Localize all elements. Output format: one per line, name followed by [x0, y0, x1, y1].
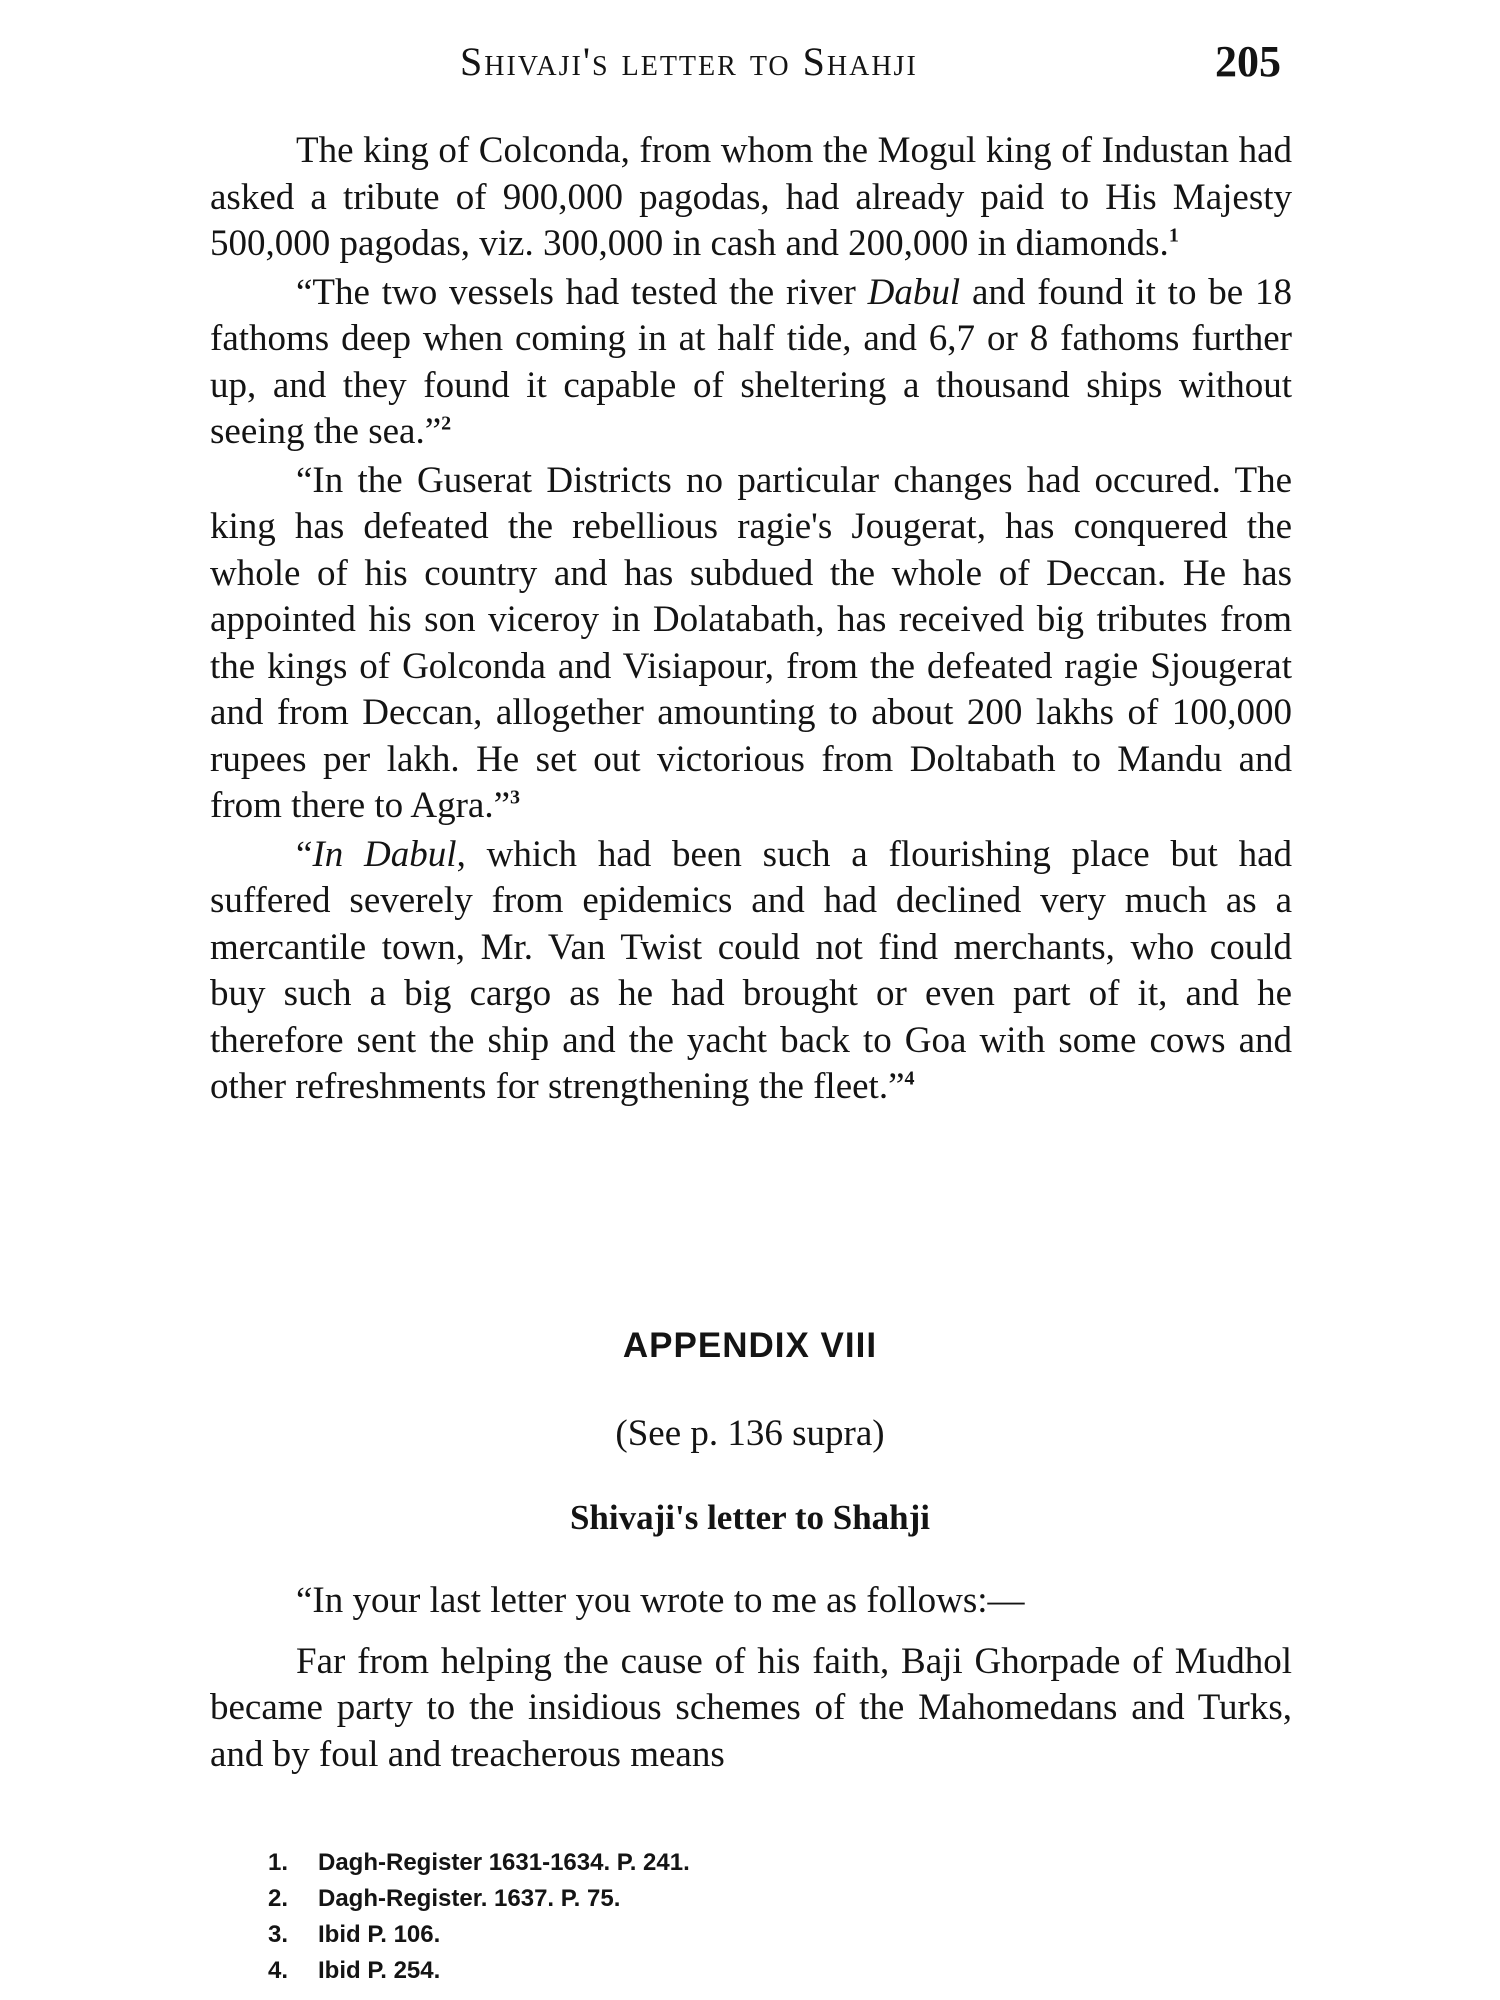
footnote-text: Dagh-Register. 1637. P. 75.	[318, 1885, 621, 1912]
footnote-marker: 4	[904, 1067, 915, 1090]
letter-body: Far from helping the cause of his faith, Baji Ghorpade of Mudhol became party to the insidious schemes of the Mahomedans and Turks, and by foul and treacherous means	[210, 1640, 1292, 1775]
footnote-marker: 3	[510, 786, 520, 809]
footnote-text: Ibid P. 106.	[318, 1921, 441, 1948]
footnote-item	[268, 1881, 690, 1917]
main-text-block	[210, 128, 1292, 1111]
footnote-item	[268, 1845, 690, 1881]
paragraph-golconda-tribute	[210, 128, 1292, 268]
footnote-text: Dagh-Register 1631-1634. P. 241.	[318, 1849, 690, 1876]
footnote-text: Ibid P. 254.	[318, 1957, 441, 1984]
paragraph-dabul-river	[210, 270, 1292, 456]
paragraph-guserat-districts	[210, 458, 1292, 830]
appendix-reference: (See p. 136 supra)	[615, 1413, 885, 1454]
footnote-number: 1.	[268, 1849, 289, 1876]
letter-opening: “In your last letter you wrote to me as follows:—	[296, 1580, 1025, 1621]
section-heading: Shivaji's letter to Shahji	[569, 1498, 931, 1537]
paragraph-text: The king of Colconda, from whom the Mogul king of Industan had asked a tribute of 900,000 pagodas, had already paid to His Majesty 500,000 pagodas, viz. 300,000 in cash and 200,000 in diamonds.	[210, 130, 1292, 264]
paragraph-text: , which had been such a flourishing place but had suffered severely from epidemics and had declined very much as a mercantile town, Mr. Van Twist could not find merchants, who could buy such a big cargo as he had brought or even part of it, and he therefore sent the ship and the yacht back to Goa with some cows and other refreshments for strengthening the fleet.”	[210, 833, 1292, 1107]
paragraph-open-quote: “	[296, 833, 313, 875]
footnote-number: 3.	[268, 1921, 289, 1948]
footnote-item	[268, 1917, 690, 1953]
paragraph-dabul-trade	[210, 832, 1292, 1111]
paragraph-text: and found it to be 18 fathoms deep when coming in at half tide, and 6,7 or 8 fathoms further up, and they found it capable of sheltering a thousand ships without seeing the sea.”	[210, 271, 1292, 452]
footnote-number: 4.	[268, 1957, 289, 1984]
footnotes-list	[268, 1845, 690, 1989]
paragraph-text: “The two vessels had tested the river	[296, 271, 868, 313]
italic-place-name: In Dabul	[312, 833, 457, 875]
footnote-marker: 2	[441, 412, 452, 435]
footnote-number: 2.	[268, 1885, 289, 1912]
footnote-marker: 1	[1168, 224, 1179, 247]
page-number: 205	[1215, 37, 1281, 86]
letter-text-block	[210, 1578, 1292, 1778]
appendix-heading: APPENDIX VIII	[622, 1326, 878, 1365]
italic-place-name: Dabul	[867, 271, 961, 313]
paragraph-text: “In the Guserat Districts no particular changes had occured. The king has defeated the rebellious ragie's Jougerat, has conquered the whole of his country and has subdued the whole of Deccan. He has appointed his son viceroy in Dolatabath, has received big tributes from the kings of Golconda and Visiapour, from the defeated ragie Sjougerat and from Deccan, allogether amounting to about 200 lakhs of 100,000 rupees per lakh. He set out victorious from Doltabath to Mandu and from there to Agra.”	[210, 459, 1292, 826]
running-header-title: Shivaji's letter to Shahji	[460, 39, 918, 84]
footnote-item	[268, 1953, 690, 1989]
